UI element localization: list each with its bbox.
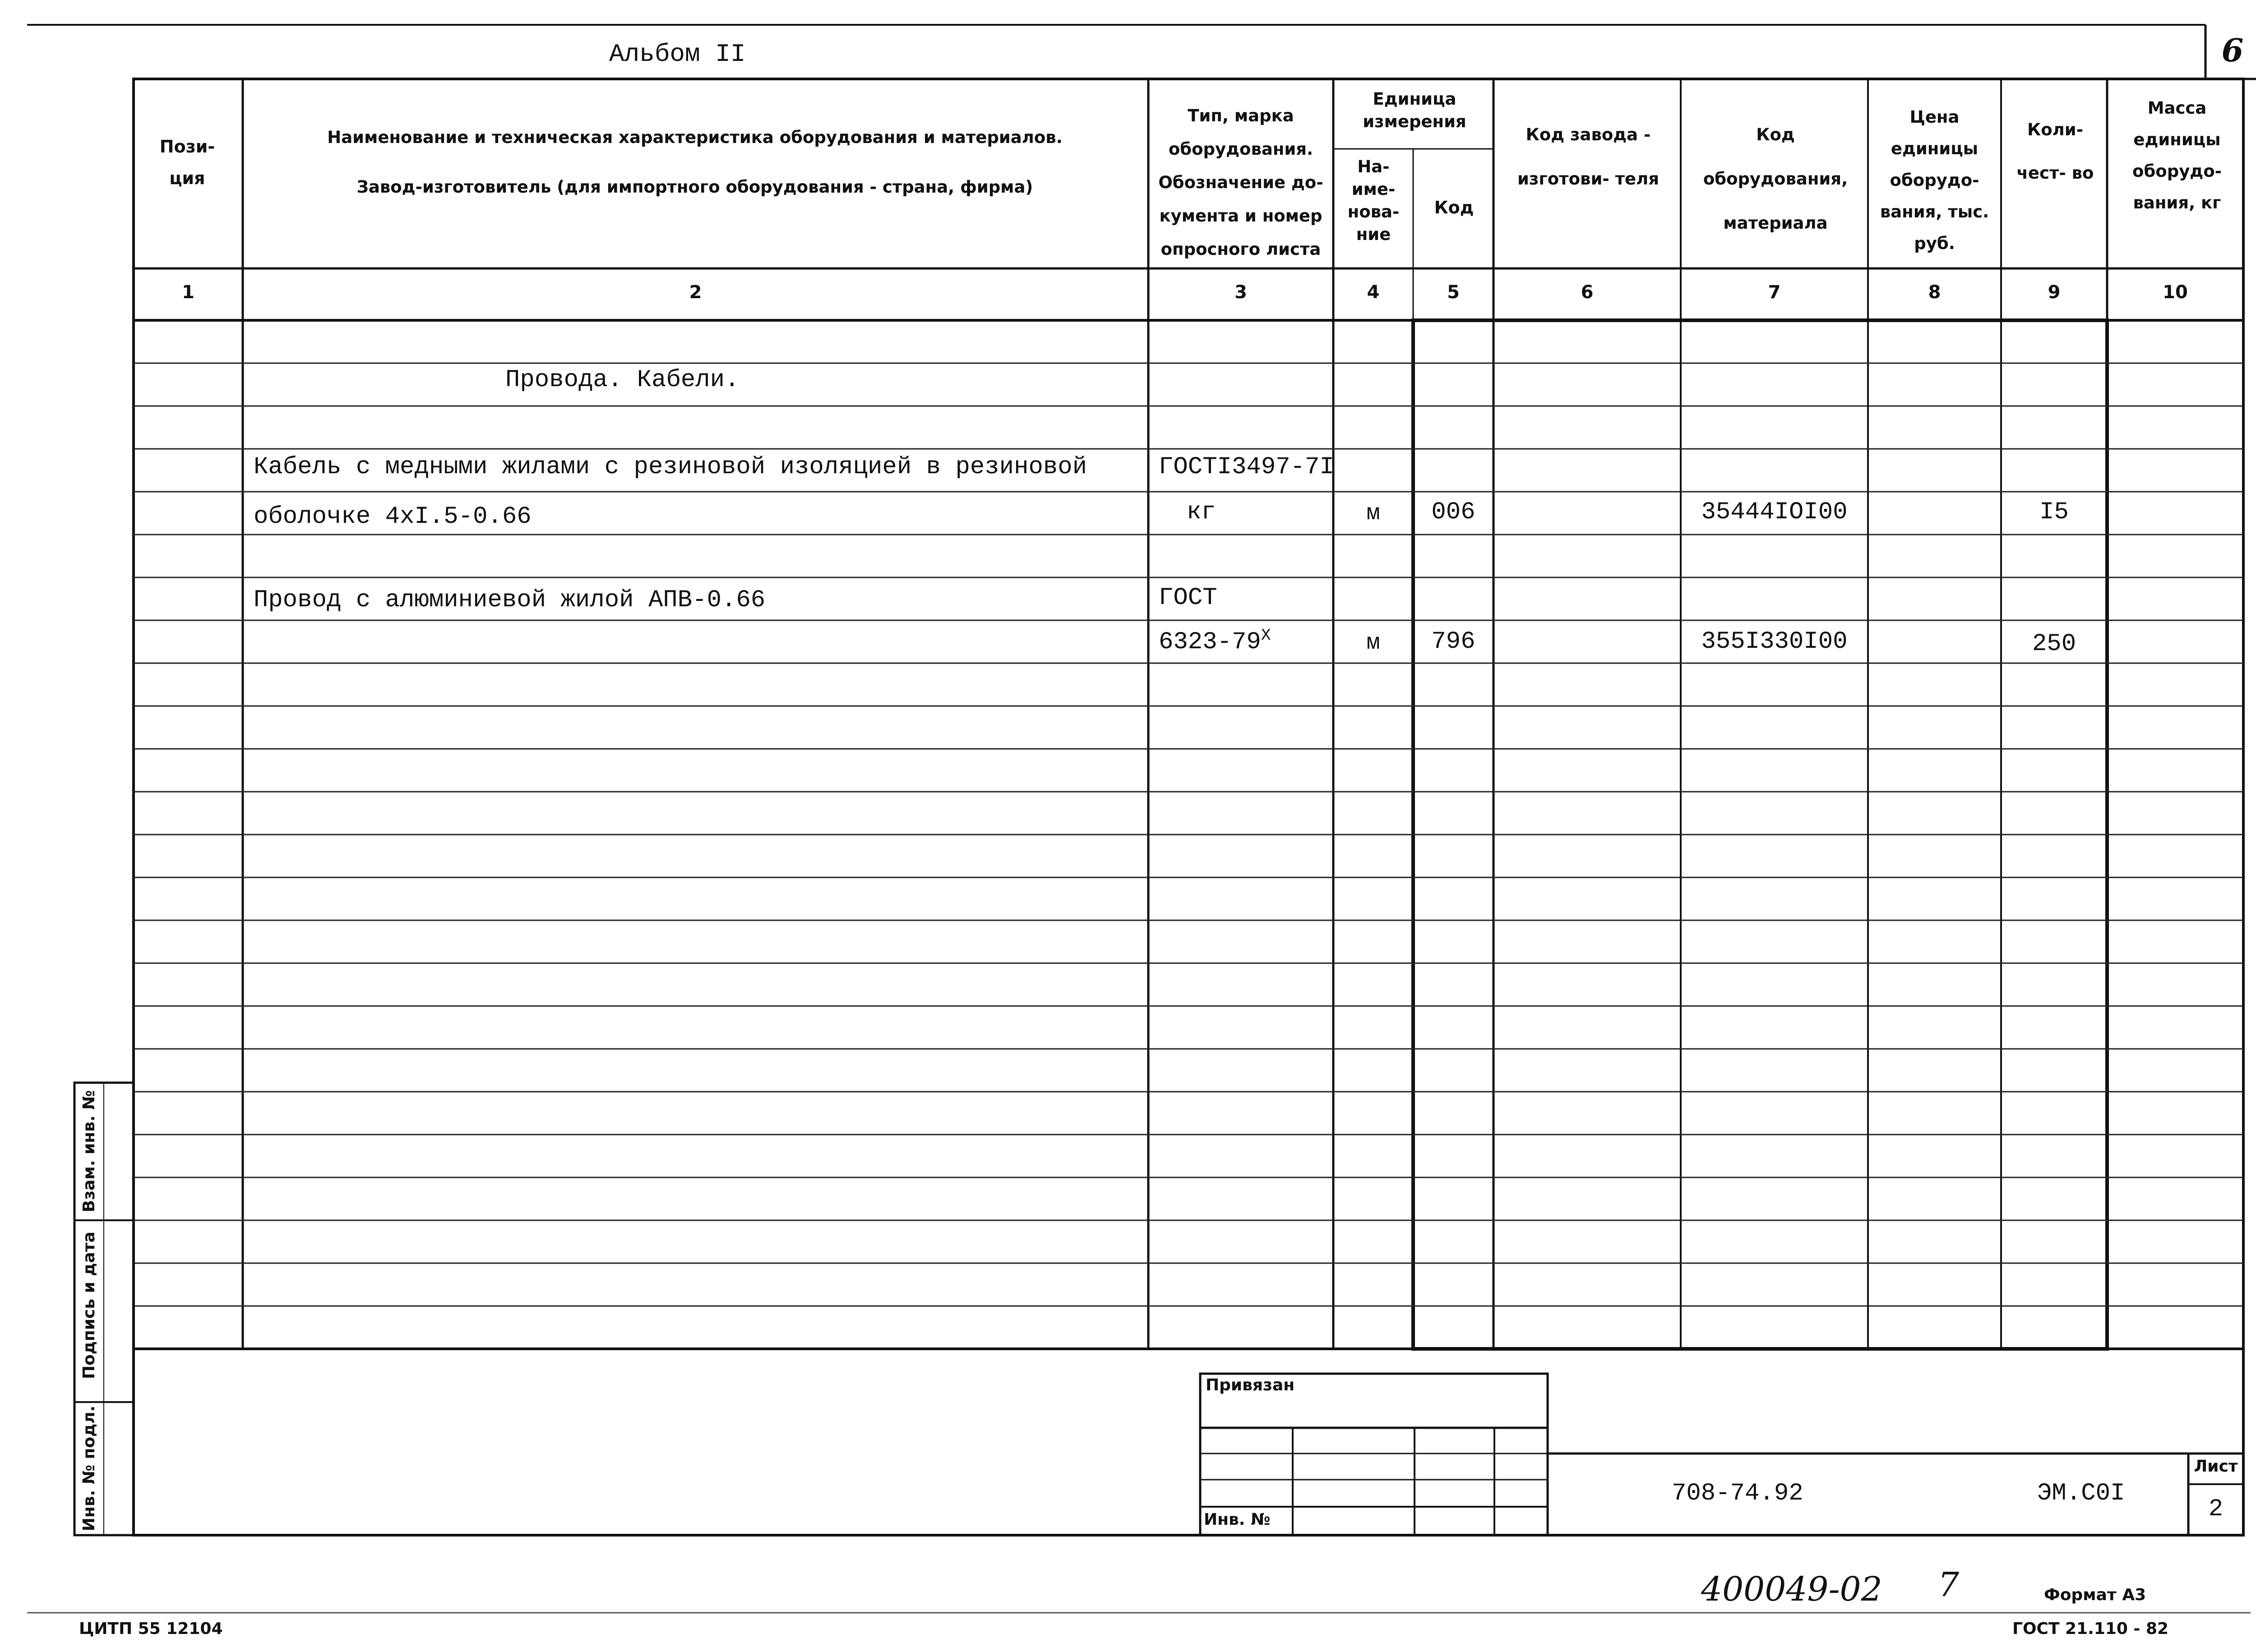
- col-number-6: 6: [1581, 282, 1594, 303]
- col-number-3: 3: [1234, 282, 1247, 303]
- handwritten-number: 7: [1938, 1565, 1960, 1604]
- corner-number: 6: [2221, 32, 2244, 69]
- section-title: Провода. Кабели.: [505, 366, 740, 394]
- item1-name-line2: оболочке 4хI.5-0.66: [254, 503, 532, 531]
- handwritten-code: 400049-02: [1701, 1570, 1882, 1609]
- col-5-header: Код: [1434, 198, 1474, 217]
- item1-qty: I5: [2039, 498, 2069, 526]
- col-number-1: 1: [182, 282, 194, 303]
- inv-no-label: Инв. №: [1204, 1510, 1271, 1529]
- col-number-4: 4: [1367, 282, 1380, 303]
- col-2-header-line2: Завод-изготовитель (для импортного оборудования - страна, фирма): [356, 177, 1033, 197]
- item2-material-code: 355I330I00: [1701, 628, 1848, 655]
- col-3-header: Тип, марка оборудования. Обозначение до- кумента и номер опросного листа: [1158, 106, 1323, 259]
- doc-code: 708-74.92: [1672, 1480, 1803, 1507]
- col-number-10: 10: [2163, 282, 2188, 303]
- col-number-9: 9: [2048, 282, 2061, 303]
- col-7-header: Код оборудования, материала: [1703, 125, 1848, 233]
- col-number-7: 7: [1768, 282, 1781, 303]
- col-number-5: 5: [1447, 282, 1460, 303]
- item1-doc: ГОСТI3497-7I: [1159, 453, 1334, 481]
- col-4-header: На- име- нова- ние: [1347, 157, 1400, 244]
- item1-material-code: 35444IOI00: [1701, 498, 1848, 526]
- item1-name-line1: Кабель с медными жилами с резиновой изоляцией в резиновой: [254, 453, 1087, 481]
- item1-unit-code: 006: [1431, 498, 1475, 526]
- item1-unit: м: [1366, 501, 1380, 526]
- footer-citp: ЦИТП 55 12104: [79, 1620, 223, 1638]
- album-label: Альбом II: [609, 40, 746, 69]
- item2-unit-code: 796: [1431, 628, 1475, 655]
- side-stamp-podpis: Подпись и дата: [80, 1232, 98, 1379]
- privyazan-label: Привязан: [1206, 1376, 1295, 1394]
- format-label: Формат А3: [2044, 1586, 2146, 1604]
- side-stamp-vzam: Взам. инв. №: [80, 1090, 98, 1213]
- item2-doc-line2: [1159, 626, 1271, 656]
- unit-group-header: Единица измерения: [1363, 89, 1466, 131]
- col-6-header: Код завода - изготови- теля: [1517, 125, 1659, 189]
- item2-doc-number: 6323-79: [1159, 628, 1261, 656]
- col-10-header: Масса единицы оборудо- вания, кг: [2132, 98, 2222, 212]
- item2-name: Провод с алюминиевой жилой АПВ-0.66: [254, 586, 766, 614]
- col-1-header: Пози- ция: [159, 137, 215, 188]
- item1-doc-line2: кг: [1187, 498, 1216, 526]
- list-number: 2: [2208, 1495, 2224, 1523]
- col-9-header: Коли- чест- во: [2016, 120, 2094, 183]
- item2-doc-line1: ГОСТ: [1159, 584, 1217, 612]
- col-2-header-line1: Наименование и техническая характеристика оборудования и материалов.: [327, 128, 1063, 147]
- gost-label: ГОСТ 21.110 - 82: [2012, 1620, 2169, 1638]
- col-number-8: 8: [1928, 282, 1941, 303]
- sheet-code: ЭМ.С0I: [2037, 1480, 2125, 1507]
- list-label: Лист: [2194, 1457, 2238, 1476]
- item2-doc-superscript: Х: [1261, 626, 1271, 645]
- item2-qty: 250: [2032, 630, 2076, 658]
- side-stamp-inv: Инв. № подл.: [80, 1405, 98, 1532]
- item2-unit: м: [1366, 630, 1380, 656]
- col-number-2: 2: [689, 282, 702, 303]
- col-8-header: Цена единицы оборудо- вания, тыс. руб.: [1880, 107, 1989, 253]
